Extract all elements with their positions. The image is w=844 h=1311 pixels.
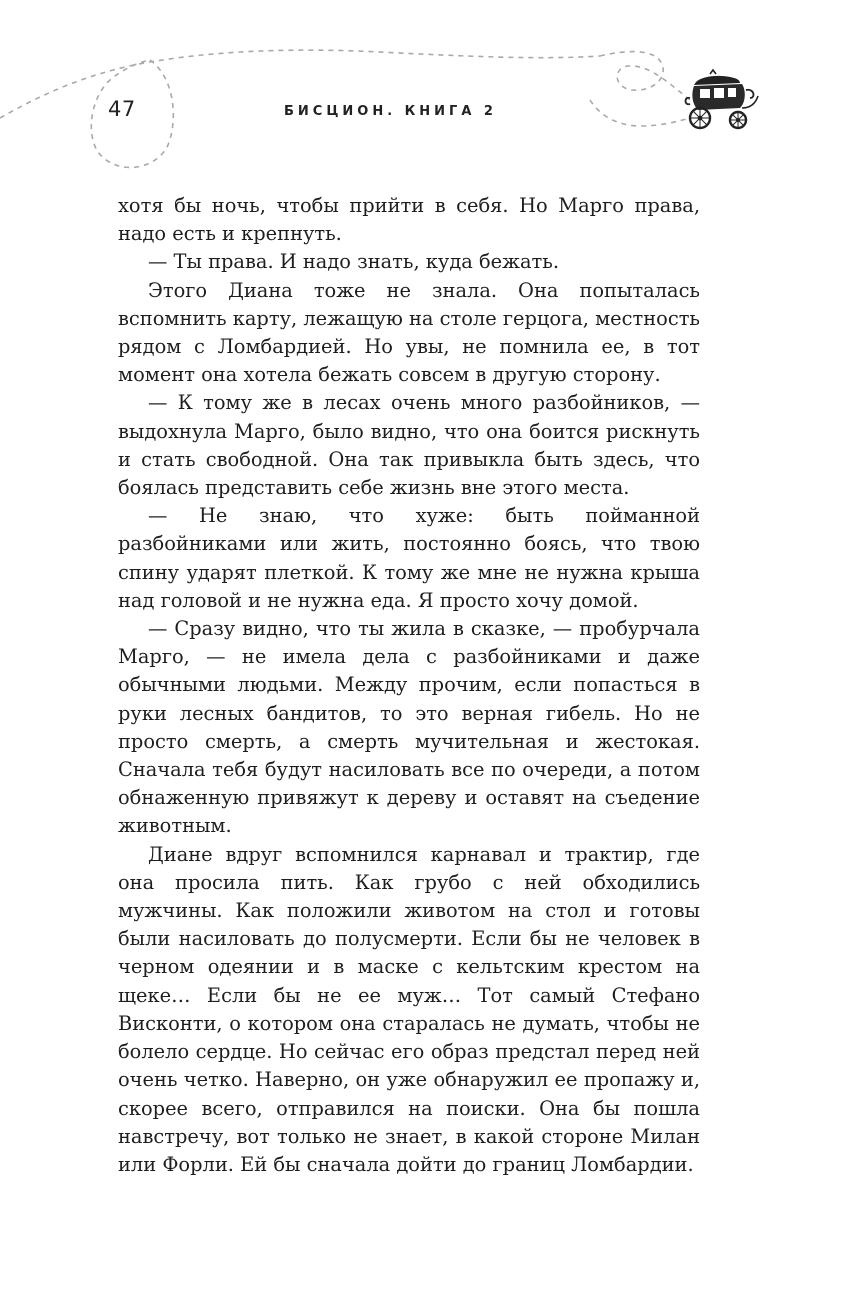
body-text — [118, 192, 700, 1179]
paragraph: — Сразу видно, что ты жила в сказке, — пробурчала Марго, — не имела дела с разбойниками и даже обычными людьми. Между прочим, если попасться в руки лесных бандитов, то это верная гибель. Но не просто смерть, а смерть мучительная и жестокая. Сначала тебя будут насиловать все по очереди, а потом обнаженную привяжут к дереву и оставят на съедение животным. — [118, 617, 700, 838]
paragraph: — Не знаю, что хуже: быть пойманной разбойниками или жить, постоянно боясь, что твою спину ударят плеткой. К тому же мне не нужна крыша над головой и не нужна еда. Я просто хочу домой. — [118, 504, 700, 612]
paragraph: хотя бы ночь, чтобы прийти в себя. Но Марго права, надо есть и крепнуть. — [118, 194, 700, 246]
paragraph: Диане вдруг вспомнился карнавал и трактир, где она просила пить. Как грубо с ней обходились мужчины. Как положили животом на стол и готовы были насиловать до полусмерти. Если бы не человек в черном одеянии и в маске с кельтским крестом на щеке… Если бы не ее муж… Тот самый Стефано Висконти, о котором она старалась не думать, чтобы не болело сердце. Но сейчас его образ предстал перед ней очень четко. Наверно, он уже обнаружил ее пропажу и, скорее всего, отправился на поиски. Она бы пошла навстречу, вот только не знает, в какой стороне Милан или Форли. Ей бы сначала дойти до границ Ломбардии. — [118, 842, 700, 1176]
page-number: 47 — [108, 97, 136, 121]
paragraph: — Ты права. И надо знать, куда бежать. — [148, 250, 559, 274]
running-title: БИСЦИОН. КНИГА 2 — [284, 104, 497, 119]
paragraph: Этого Диана тоже не знала. Она попыталась вспомнить карту, лежащую на столе герцога, местность рядом с Ломбардией. Но увы, не помнила ее, в тот момент она хотела бежать совсем в другую сторону. — [118, 278, 700, 387]
carriage-icon — [680, 68, 760, 132]
paragraph: — К тому же в лесах очень много разбойников, — выдохнула Марго, было видно, что она боится рискнуть и стать свободной. Она так привыкла быть здесь, что боялась представить себе жизнь вне этого места. — [118, 391, 700, 500]
